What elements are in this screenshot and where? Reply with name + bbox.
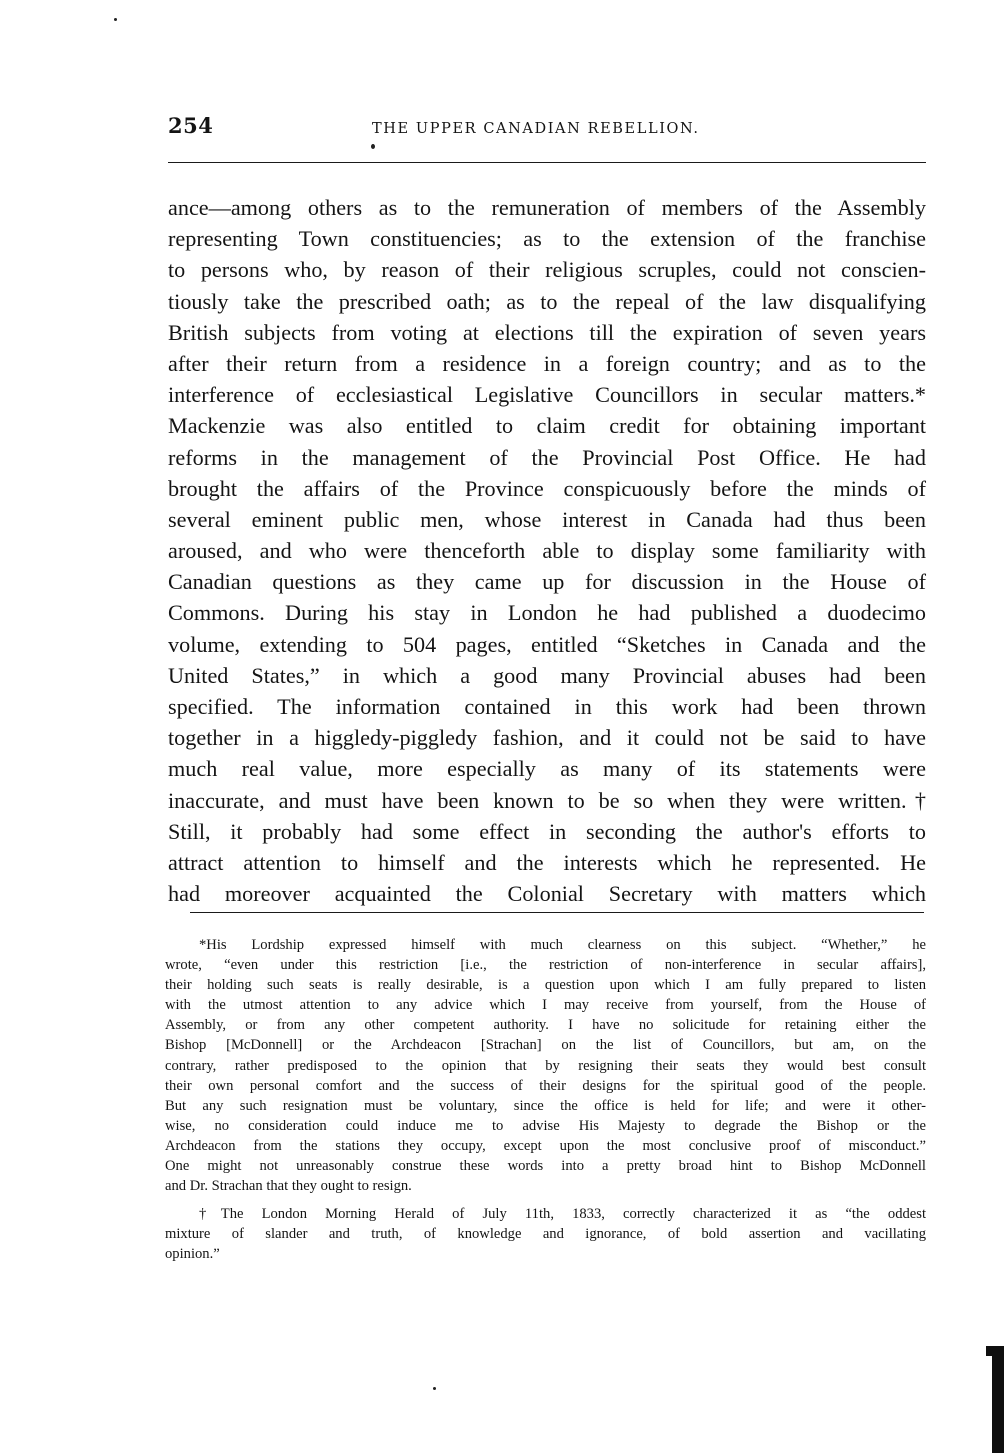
footnote-line: *His Lordship expressed himself with much clearness on this subject. “Whether,” he xyxy=(199,937,926,953)
body-line: had moreover acquainted the Colonial Secretary with matters which xyxy=(168,881,926,907)
footnote-line: Bishop [McDonnell] or the Archdeacon [Strachan] on the list of Councillors, but am, on the xyxy=(165,1037,926,1054)
header-rule xyxy=(168,162,926,163)
footnote-line: Assembly, or from any other competent authority. I have no solicitude for retaining either the xyxy=(165,1017,926,1034)
running-head: THE UPPER CANADIAN REBELLION. xyxy=(372,121,700,137)
body-line: reforms in the management of the Provincial Post Office. He had xyxy=(168,444,926,470)
body-line: Mackenzie was also entitled to claim credit for obtaining important xyxy=(168,413,926,439)
footnote-line: contrary, rather predisposed to the opinion that by resigning their seats they would best consult xyxy=(165,1057,926,1074)
body-line: tiously take the prescribed oath; as to the repeal of the law disqualifying xyxy=(168,288,926,314)
footnote-line: with the utmost attention to any advice which I may receive from yourself, from the House of xyxy=(165,997,926,1014)
body-line: attract attention to himself and the interests which he represented. He xyxy=(168,849,926,875)
footnote-line: wrote, “even under this restriction [i.e., the restriction of non-interference in secular affairs], xyxy=(165,957,926,974)
body-line: together in a higgledy-piggledy fashion, and it could not be said to have xyxy=(168,725,926,751)
body-paragraph xyxy=(168,192,926,909)
scan-edge-notch xyxy=(986,1346,996,1356)
footnote-line: wise, no consideration could induce me to advise His Majesty to degrade the Bishop or the xyxy=(165,1117,926,1134)
footnote-line: their own personal comfort and the success of their designs for the spiritual good of the people. xyxy=(165,1077,926,1094)
footnotes xyxy=(165,935,926,1265)
footnote-line: But any such resignation must be voluntary, since the office is held for life; and were it other- xyxy=(165,1097,926,1114)
body-line: specified. The information contained in this work had been thrown xyxy=(168,694,926,719)
ink-speck xyxy=(371,144,375,149)
body-line: Still, it probably had some effect in seconding the author's efforts to xyxy=(168,818,926,844)
scan-speck xyxy=(114,18,117,21)
scan-speck xyxy=(433,1387,436,1390)
body-line: Canadian questions as they came up for discussion in the House of xyxy=(168,569,926,595)
body-line: after their return from a residence in a foreign country; and as to the xyxy=(168,350,926,376)
body-line: interference of ecclesiastical Legislative Councillors in secular matters.* xyxy=(168,382,926,408)
body-line: much real value, more especially as many of its statements were xyxy=(168,756,926,782)
body-line: ance—among others as to the remuneration of members of the Assembly xyxy=(168,195,926,220)
footnote-line: their holding such seats is really desirable, is a question upon which I am fully prepared to listen xyxy=(165,977,926,994)
footnote-line: opinion.” xyxy=(165,1246,220,1263)
body-line: inaccurate, and must have been known to be so when they were written.† xyxy=(168,787,926,813)
page-number: 254 xyxy=(168,113,214,138)
footnote-1 xyxy=(165,935,926,1196)
footnote-line: Archdeacon from the stations they occupy, except upon the most conclusive proof of misconduct.” xyxy=(165,1137,926,1154)
footnote-rule xyxy=(190,912,924,913)
footnote-line: mixture of slander and truth, of knowledge and ignorance, of bold assertion and vacillating xyxy=(165,1226,926,1243)
body-line: to persons who, by reason of their religious scruples, could not conscien- xyxy=(168,257,926,283)
footnote-2 xyxy=(165,1204,926,1264)
body-line: volume, extending to 504 pages, entitled “Sketches in Canada and the xyxy=(168,631,926,657)
body-line: aroused, and who were thenceforth able to display some familiarity with xyxy=(168,538,926,564)
body-line: British subjects from voting at elections till the expiration of seven years xyxy=(168,319,926,345)
body-line: Commons. During his stay in London he had published a duodecimo xyxy=(168,600,926,626)
body-line: representing Town constituencies; as to the extension of the franchise xyxy=(168,226,926,252)
footnote-line: †The London Morning Herald of July 11th, 1833, correctly characterized it as “the oddest xyxy=(199,1206,926,1223)
scan-edge-bar xyxy=(992,1346,1004,1453)
footnote-line: One might not unreasonably construe these words into a pretty broad hint to Bishop McDonnell xyxy=(165,1158,926,1175)
footnote-line: and Dr. Strachan that they ought to resign. xyxy=(165,1178,412,1195)
body-line: brought the affairs of the Province conspicuously before the minds of xyxy=(168,475,926,501)
body-line: United States,” in which a good many Provincial abuses had been xyxy=(168,662,926,688)
body-line: several eminent public men, whose interest in Canada had thus been xyxy=(168,506,926,532)
